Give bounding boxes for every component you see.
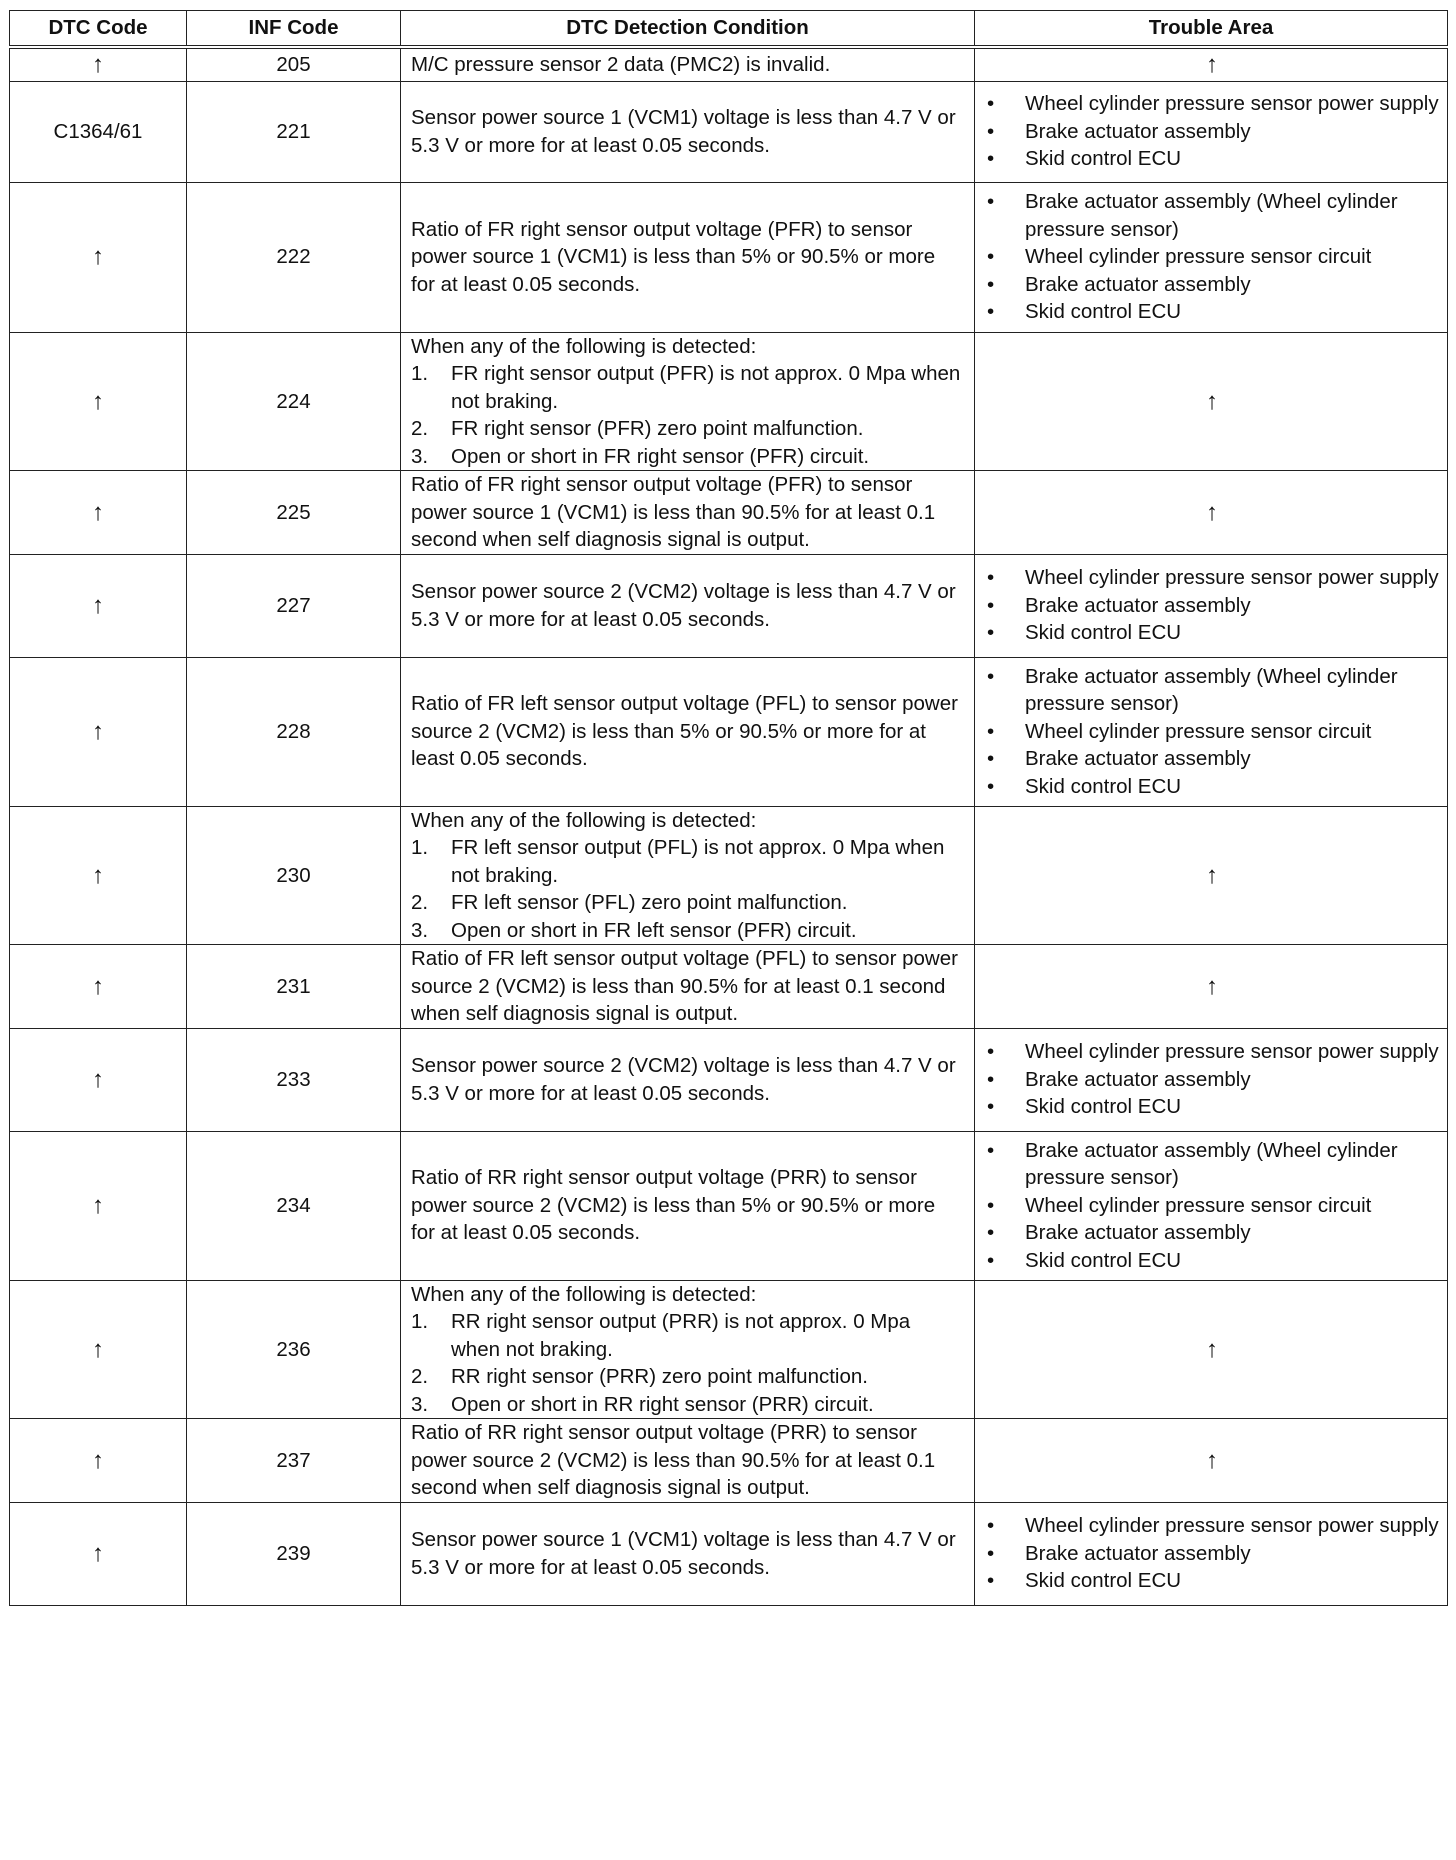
condition-step <box>411 834 964 889</box>
step-text: FR left sensor output (PFL) is not approx. 0 Mpa when not braking. <box>451 836 945 887</box>
step-number: 1. <box>411 836 429 859</box>
dtc-code-cell: ↑ <box>10 332 187 471</box>
step-number: 1. <box>411 362 429 385</box>
table-row <box>10 806 1448 945</box>
trouble-area-list <box>983 90 1441 173</box>
header-dtc-code: DTC Code <box>10 11 187 48</box>
trouble-area-item: • Brake actuator assembly <box>983 1219 1441 1247</box>
step-text: FR right sensor (PFR) zero point malfunction. <box>451 417 864 440</box>
condition-steps <box>411 834 964 944</box>
trouble-area-cell <box>975 1131 1448 1280</box>
table-row <box>10 1131 1448 1280</box>
trouble-area-cell: ↑ <box>975 471 1448 555</box>
header-trouble-area: Trouble Area <box>975 11 1448 48</box>
trouble-area-cell <box>975 81 1448 182</box>
dtc-table <box>9 10 1448 1606</box>
trouble-area-cell <box>975 554 1448 657</box>
trouble-area-item: • Wheel cylinder pressure sensor circuit <box>983 718 1441 746</box>
trouble-area-cell <box>975 182 1448 332</box>
step-text: Open or short in FR left sensor (PFR) circuit. <box>451 918 857 942</box>
trouble-area-list <box>983 188 1441 326</box>
dtc-code-cell: ↑ <box>10 945 187 1029</box>
header-inf-code: INF Code <box>187 11 401 48</box>
detection-condition-cell: Ratio of FR left sensor output voltage (PFL) to sensor power source 2 (VCM2) is less than 90.5% for at least 0.1 second when self diagnosis signal is output. <box>401 945 975 1029</box>
detection-condition-cell: Ratio of RR right sensor output voltage (PRR) to sensor power source 2 (VCM2) is less than 90.5% for at least 0.1 second when self diagnosis signal is output. <box>401 1419 975 1503</box>
trouble-area-item: • Skid control ECU <box>983 1093 1441 1121</box>
detection-condition-cell <box>401 332 975 471</box>
trouble-area-cell: ↑ <box>975 1419 1448 1503</box>
detection-condition-cell: Sensor power source 1 (VCM1) voltage is less than 4.7 V or 5.3 V or more for at least 0.05 seconds. <box>401 1502 975 1605</box>
detection-condition-cell: Ratio of FR right sensor output voltage (PFR) to sensor power source 1 (VCM1) is less than 5% or 90.5% or more for at least 0.05 seconds. <box>401 182 975 332</box>
table-row <box>10 332 1448 471</box>
trouble-area-item: • Brake actuator assembly (Wheel cylinder pressure sensor) <box>983 1137 1441 1192</box>
condition-step <box>411 917 964 945</box>
dtc-code-cell: ↑ <box>10 1280 187 1419</box>
condition-intro: When any of the following is detected: <box>411 1282 757 1306</box>
detection-condition-cell: Ratio of FR right sensor output voltage (PFR) to sensor power source 1 (VCM1) is less than 90.5% for at least 0.1 second when self diagnosis signal is output. <box>401 471 975 555</box>
condition-step <box>411 415 964 443</box>
inf-code-cell: 236 <box>187 1280 401 1419</box>
step-text: FR left sensor (PFL) zero point malfunction. <box>451 891 848 914</box>
trouble-area-item: • Wheel cylinder pressure sensor circuit <box>983 243 1441 271</box>
trouble-area-item: • Brake actuator assembly <box>983 1066 1441 1094</box>
trouble-area-item: • Wheel cylinder pressure sensor power supply <box>983 90 1441 118</box>
condition-steps <box>411 360 964 470</box>
condition-intro: When any of the following is detected: <box>411 808 757 832</box>
trouble-area-item: • Wheel cylinder pressure sensor circuit <box>983 1192 1441 1220</box>
step-text: FR right sensor output (PFR) is not approx. 0 Mpa when not braking. <box>451 362 961 413</box>
trouble-area-cell <box>975 657 1448 806</box>
trouble-area-list <box>983 1137 1441 1275</box>
trouble-area-cell: ↑ <box>975 47 1448 81</box>
header-detection-condition: DTC Detection Condition <box>401 11 975 48</box>
condition-step <box>411 443 964 471</box>
dtc-code-cell: ↑ <box>10 1131 187 1280</box>
table-row <box>10 1280 1448 1419</box>
dtc-code-cell: ↑ <box>10 1419 187 1503</box>
trouble-area-item: • Brake actuator assembly <box>983 1540 1441 1568</box>
trouble-area-item: • Brake actuator assembly <box>983 118 1441 146</box>
step-number: 1. <box>411 1310 429 1333</box>
table-row <box>10 554 1448 657</box>
detection-condition-cell: Ratio of FR left sensor output voltage (PFL) to sensor power source 2 (VCM2) is less than 5% or 90.5% or more for at least 0.05 seconds. <box>401 657 975 806</box>
trouble-area-cell: ↑ <box>975 1280 1448 1419</box>
inf-code-cell: 239 <box>187 1502 401 1605</box>
inf-code-cell: 237 <box>187 1419 401 1503</box>
trouble-area-item: • Brake actuator assembly (Wheel cylinder pressure sensor) <box>983 188 1441 243</box>
trouble-area-list <box>983 1038 1441 1121</box>
dtc-code-cell: ↑ <box>10 554 187 657</box>
dtc-code-cell: ↑ <box>10 1028 187 1131</box>
condition-step <box>411 1363 964 1391</box>
inf-code-cell: 234 <box>187 1131 401 1280</box>
table-header-row <box>10 11 1448 48</box>
trouble-area-list <box>983 663 1441 801</box>
table-row <box>10 47 1448 81</box>
table-row <box>10 81 1448 182</box>
dtc-code-cell: ↑ <box>10 182 187 332</box>
inf-code-cell: 227 <box>187 554 401 657</box>
trouble-area-item: • Brake actuator assembly <box>983 271 1441 299</box>
trouble-area-item: • Skid control ECU <box>983 298 1441 326</box>
trouble-area-item: • Skid control ECU <box>983 619 1441 647</box>
condition-step <box>411 889 964 917</box>
trouble-area-item: • Skid control ECU <box>983 773 1441 801</box>
condition-intro: When any of the following is detected: <box>411 334 757 358</box>
inf-code-cell: 221 <box>187 81 401 182</box>
trouble-area-list <box>983 1512 1441 1595</box>
table-row <box>10 1502 1448 1605</box>
trouble-area-item: • Skid control ECU <box>983 145 1441 173</box>
trouble-area-cell <box>975 1028 1448 1131</box>
trouble-area-list <box>983 564 1441 647</box>
trouble-area-cell: ↑ <box>975 945 1448 1029</box>
table-row <box>10 182 1448 332</box>
inf-code-cell: 231 <box>187 945 401 1029</box>
table-row <box>10 1419 1448 1503</box>
step-text: Open or short in RR right sensor (PRR) circuit. <box>451 1392 874 1416</box>
trouble-area-item: • Wheel cylinder pressure sensor power supply <box>983 1512 1441 1540</box>
inf-code-cell: 233 <box>187 1028 401 1131</box>
detection-condition-cell <box>401 1280 975 1419</box>
table-row <box>10 945 1448 1029</box>
dtc-code-cell: ↑ <box>10 1502 187 1605</box>
trouble-area-item: • Brake actuator assembly <box>983 745 1441 773</box>
dtc-code-cell: ↑ <box>10 471 187 555</box>
condition-steps <box>411 1308 964 1418</box>
trouble-area-item: • Wheel cylinder pressure sensor power supply <box>983 564 1441 592</box>
detection-condition-cell: Ratio of RR right sensor output voltage (PRR) to sensor power source 2 (VCM2) is less than 5% or 90.5% or more for at least 0.05 seconds. <box>401 1131 975 1280</box>
detection-condition-cell: Sensor power source 1 (VCM1) voltage is less than 4.7 V or 5.3 V or more for at least 0.05 seconds. <box>401 81 975 182</box>
trouble-area-item: • Skid control ECU <box>983 1247 1441 1275</box>
trouble-area-item: • Brake actuator assembly <box>983 592 1441 620</box>
detection-condition-cell: Sensor power source 2 (VCM2) voltage is less than 4.7 V or 5.3 V or more for at least 0.05 seconds. <box>401 1028 975 1131</box>
step-text: Open or short in FR right sensor (PFR) circuit. <box>451 444 870 468</box>
inf-code-cell: 205 <box>187 47 401 81</box>
inf-code-cell: 228 <box>187 657 401 806</box>
step-number: 3. <box>411 444 429 468</box>
condition-step <box>411 1391 964 1419</box>
inf-code-cell: 225 <box>187 471 401 555</box>
dtc-code-cell: ↑ <box>10 657 187 806</box>
detection-condition-cell: M/C pressure sensor 2 data (PMC2) is invalid. <box>401 47 975 81</box>
step-number: 3. <box>411 918 429 942</box>
trouble-area-cell <box>975 1502 1448 1605</box>
inf-code-cell: 224 <box>187 332 401 471</box>
condition-step <box>411 360 964 415</box>
step-number: 2. <box>411 891 429 914</box>
step-text: RR right sensor (PRR) zero point malfunction. <box>451 1365 868 1388</box>
table-row <box>10 1028 1448 1131</box>
trouble-area-item: • Wheel cylinder pressure sensor power supply <box>983 1038 1441 1066</box>
trouble-area-item: • Brake actuator assembly (Wheel cylinder pressure sensor) <box>983 663 1441 718</box>
trouble-area-cell: ↑ <box>975 806 1448 945</box>
trouble-area-item: • Skid control ECU <box>983 1567 1441 1595</box>
detection-condition-cell: Sensor power source 2 (VCM2) voltage is less than 4.7 V or 5.3 V or more for at least 0.05 seconds. <box>401 554 975 657</box>
inf-code-cell: 222 <box>187 182 401 332</box>
step-number: 2. <box>411 417 429 440</box>
inf-code-cell: 230 <box>187 806 401 945</box>
detection-condition-cell <box>401 806 975 945</box>
step-number: 3. <box>411 1392 429 1416</box>
dtc-code-cell: ↑ <box>10 806 187 945</box>
table-row <box>10 471 1448 555</box>
dtc-code-cell: C1364/61 <box>10 81 187 182</box>
table-row <box>10 657 1448 806</box>
trouble-area-cell: ↑ <box>975 332 1448 471</box>
step-number: 2. <box>411 1365 429 1388</box>
step-text: RR right sensor output (PRR) is not approx. 0 Mpa when not braking. <box>451 1310 911 1361</box>
condition-step <box>411 1308 964 1363</box>
dtc-code-cell: ↑ <box>10 47 187 81</box>
